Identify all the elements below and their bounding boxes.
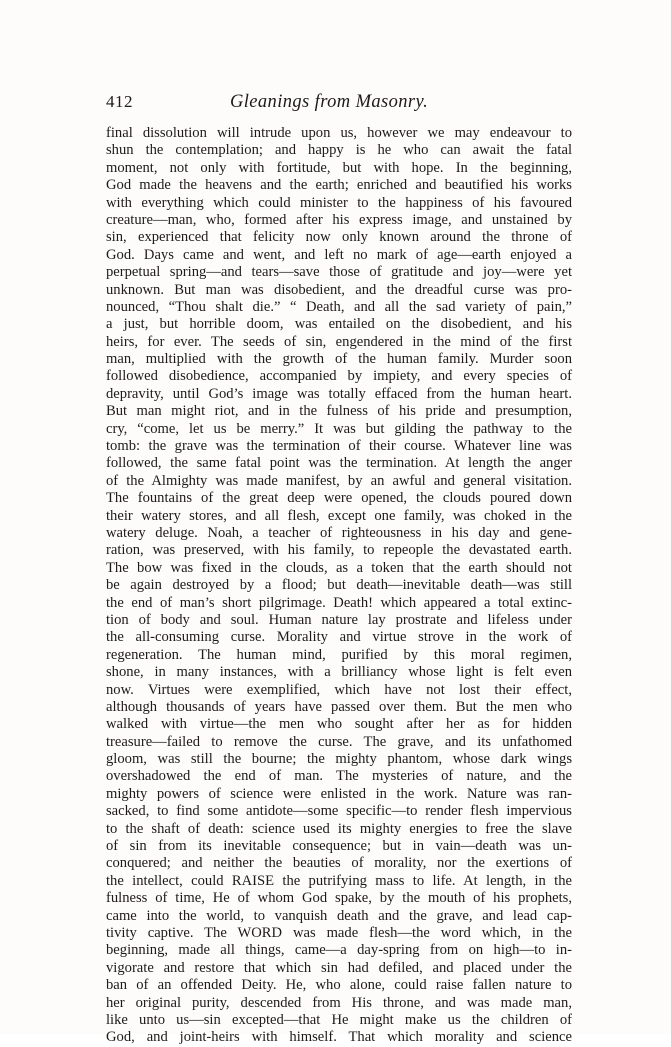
text-line: their watery stores, and all flesh, except one family, was choked in the	[106, 507, 572, 524]
text-line: vigorate and restore that which sin had defiled, and placed under the	[106, 959, 572, 976]
text-line: overshadowed the end of man. The mysteries of nature, and the	[106, 768, 572, 785]
text-line: depravity, until God’s image was totally effaced from the human heart.	[106, 385, 572, 402]
text-line: regeneration. The human mind, purified by this moral regimen,	[106, 646, 572, 663]
text-line: The bow was fixed in the clouds, as a token that the earth should not	[106, 559, 572, 576]
text-line: sin, experienced that felicity now only known around the throne of	[106, 229, 572, 246]
text-line: God made the heavens and the earth; enriched and beautified his works	[106, 177, 572, 194]
text-line: heirs, for ever. The seeds of sin, engendered in the mind of the first	[106, 333, 572, 350]
text-line: walked with virtue—the men who sought after her as for hidden	[106, 716, 572, 733]
page-number: 412	[106, 92, 133, 111]
text-line: cry, “come, let us be merry.” It was but gilding the pathway to the	[106, 420, 572, 437]
text-line: with everything which could minister to the happiness of his favoured	[106, 194, 572, 211]
text-line: now. Virtues were exemplified, which have not lost their effect,	[106, 681, 572, 698]
text-line: ban of an offended Deity. He, who alone, could raise fallen nature to	[106, 977, 572, 994]
body-text	[106, 125, 572, 1047]
text-line: although thousands of years have passed over them. But the men who	[106, 698, 572, 715]
text-line: fulness of time, He of whom God spake, by the mouth of his prophets,	[106, 890, 572, 907]
text-line: God, and joint-heirs with himself. That which morality and science	[106, 1029, 572, 1046]
text-line: treasure—failed to remove the curse. The grave, and its unfathomed	[106, 733, 572, 750]
text-line: shone, in many instances, with a brilliancy whose light is felt even	[106, 664, 572, 681]
text-line: followed disobedience, accompanied by impiety, and every species of	[106, 368, 572, 385]
text-line: ration, was preserved, with his family, to repeople the devastated earth.	[106, 542, 572, 559]
text-line: unknown. But man was disobedient, and the dreadful curse was pro-	[106, 281, 572, 298]
text-line: nounced, “Thou shalt die.” “ Death, and all the sad variety of pain,”	[106, 298, 572, 315]
text-line: her original purity, descended from His throne, and was made man,	[106, 994, 572, 1011]
text-line: The fountains of the great deep were opened, the clouds poured down	[106, 490, 572, 507]
text-line: man, multiplied with the growth of the human family. Murder soon	[106, 351, 572, 368]
text-line: came into the world, to vanquish death and the grave, and lead cap-	[106, 907, 572, 924]
text-line: conquered; and neither the beauties of morality, nor the exertions of	[106, 855, 572, 872]
text-line: be again destroyed by a flood; but death—inevitable death—was still	[106, 577, 572, 594]
text-line: tivity captive. The WORD was made flesh—the word which, in the	[106, 924, 572, 941]
text-line: shun the contemplation; and happy is he who can await the fatal	[106, 142, 572, 159]
text-line: sacked, to find some antidote—some specific—to render flesh impervious	[106, 803, 572, 820]
text-line: God. Days came and went, and left no mark of age—earth enjoyed a	[106, 246, 572, 263]
text-line: moment, not only with fortitude, but with hope. In the beginning,	[106, 159, 572, 176]
text-line: of sin from its inevitable consequence; but in vain—death was un-	[106, 838, 572, 855]
text-line: watery deluge. Noah, a teacher of righteousness in his day and gene-	[106, 524, 572, 541]
text-line: tomb: the grave was the termination of their course. Whatever line was	[106, 438, 572, 455]
running-title: Gleanings from Masonry.	[230, 92, 429, 112]
text-line: a just, but horrible doom, was entailed on the disobedient, and his	[106, 316, 572, 333]
text-line: the all-consuming curse. Morality and virtue strove in the work of	[106, 629, 572, 646]
text-line: tion of body and soul. Human nature lay prostrate and lifeless under	[106, 611, 572, 628]
page-header	[106, 92, 572, 116]
text-line: mighty powers of science were enlisted in the work. Nature was ran-	[106, 785, 572, 802]
text-line: gloom, was still the bourne; the mighty phantom, whose dark wings	[106, 751, 572, 768]
text-line: But man might riot, and in the fulness of his pride and presumption,	[106, 403, 572, 420]
text-line: perpetual spring—and tears—save those of gratitude and joy—were yet	[106, 264, 572, 281]
text-line: beginning, made all things, came—a day-spring from on high—to in-	[106, 942, 572, 959]
text-line: to the shaft of death: science used its mighty energies to free the slave	[106, 820, 572, 837]
text-line: creature—man, who, formed after his express image, and unstained by	[106, 211, 572, 228]
text-line: the intellect, could RAISE the putrifying mass to life. At length, in the	[106, 872, 572, 889]
text-line: like unto us—sin excepted—that He might make us the children of	[106, 1011, 572, 1028]
text-line: the end of man’s short pilgrimage. Death! which appeared a total extinc-	[106, 594, 572, 611]
text-line: of the Almighty was made manifest, by an awful and general visitation.	[106, 472, 572, 489]
text-line: followed, the same fatal point was the termination. At length the anger	[106, 455, 572, 472]
text-line: final dissolution will intrude upon us, however we may endeavour to	[106, 125, 572, 141]
